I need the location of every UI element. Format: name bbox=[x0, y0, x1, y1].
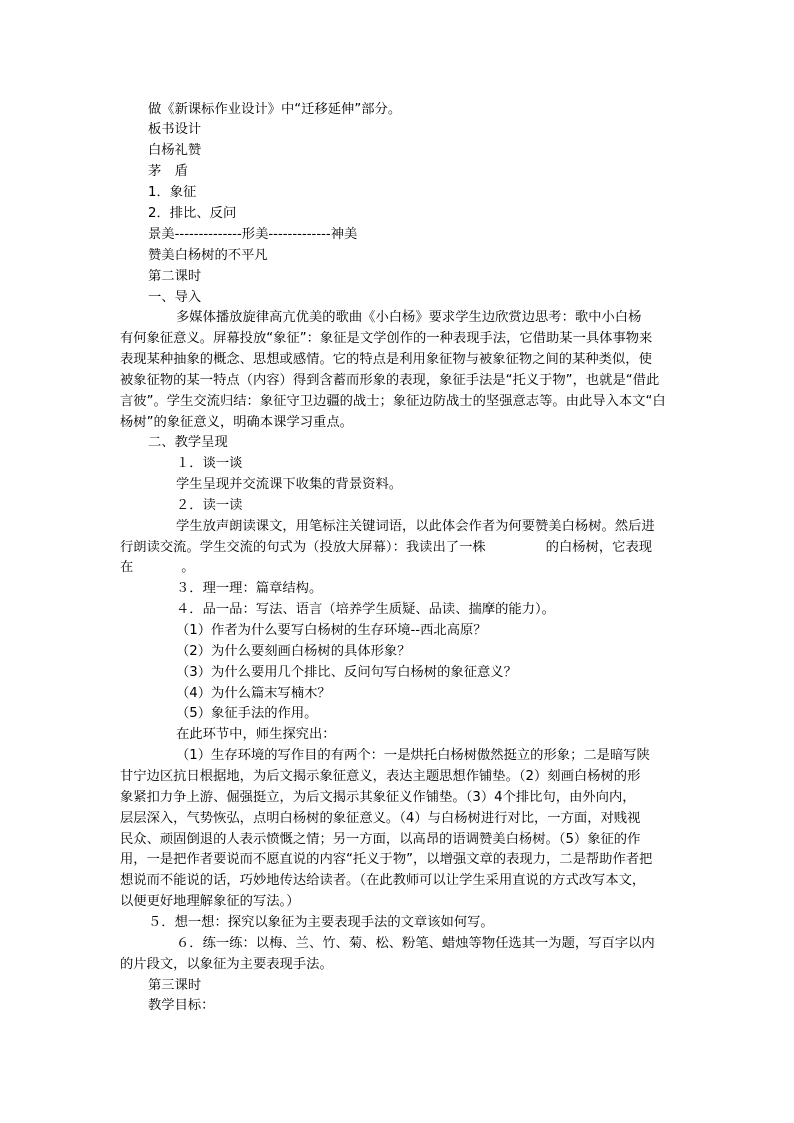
subheading: ４．品一品：写法、语言（培养学生质疑、品读、揣摩的能力）。 bbox=[176, 602, 555, 617]
section-heading: 第二课时 bbox=[148, 269, 202, 284]
paragraph-line: 言彼”。学生交流归结：象征守卫边疆的战士；象征边防战士的坚强意志等。由此导入本文“白 bbox=[120, 394, 666, 409]
subheading: ５．想一想：探究以象征为主要表现手法的文章该如何写。 bbox=[148, 915, 494, 930]
author: 茅 盾 bbox=[148, 164, 188, 179]
paragraph-line: 想说而不能说的话，巧妙地传达给读者。（在此教师可以让学生采用直说的方式改写本文， bbox=[120, 873, 646, 888]
paragraph-line bbox=[0, 537, 794, 558]
board-item: 2．排比、反问 bbox=[148, 206, 237, 221]
board-item: 赞美白杨树的不平凡 bbox=[148, 248, 268, 263]
paragraph-line bbox=[0, 557, 794, 578]
paragraph-line: 的片段文，以象征为主要表现手法。 bbox=[120, 957, 333, 972]
subheading: １．谈一谈 bbox=[176, 456, 243, 471]
question-item: （3）为什么要用几个排比、反问句写白杨树的象征意义？ bbox=[176, 665, 517, 680]
paragraph-line: 多媒体播放旋律高亢优美的歌曲《小白杨》要求学生边欣赏边思考：歌中小白杨 bbox=[176, 310, 642, 325]
paragraph-line: 表现某种抽象的概念、思想或感情。它的特点是利用象征物与被象征物之间的某种类似，使 bbox=[120, 352, 652, 367]
sentence-part: 的白杨树，它表现 bbox=[545, 540, 653, 555]
question-item: （4）为什么篇末写楠木？ bbox=[176, 686, 331, 701]
section-heading: 板书设计 bbox=[148, 122, 202, 137]
paragraph-line: （1）生存环境的写作目的有两个：一是烘托白杨树傲然挺立的形象；二是暗写陕 bbox=[176, 748, 650, 763]
question-item: （2）为什么要刻画白杨树的具体形象？ bbox=[176, 644, 411, 659]
paragraph-line: 甘宁边区抗日根据地，为后文揭示象征意义，表达主题思想作铺垫。（2）刻画白杨树的形 bbox=[120, 769, 641, 784]
text-line: 学生呈现并交流课下收集的背景资料。 bbox=[176, 477, 403, 492]
paragraph-line: ６．练一练：以梅、兰、竹、菊、松、粉笔、蜡烛等物任选其一为题，写百字以内 bbox=[176, 936, 655, 951]
subheading: ２．读一读 bbox=[176, 498, 243, 513]
paragraph-line: 用，一是把作者要说而不愿直说的内容“托义于物”，以增强文章的表现力，二是帮助作者把 bbox=[120, 852, 653, 867]
paragraph-line: 象紧扣力争上游、倔强挺立，为后文揭示其象征义作铺垫。（3）4个排比句，由外向内， bbox=[120, 790, 636, 805]
board-item: 景美--------------形美-------------神美 bbox=[148, 227, 358, 242]
section-heading: 教学目标： bbox=[148, 998, 215, 1013]
paragraph-line: 杨树”的象征意义，明确本课学习重点。 bbox=[120, 415, 353, 430]
question-item: （5）象征手法的作用。 bbox=[176, 706, 318, 721]
paragraph-line: 有何象征意义。屏幕投放“象征”：象征是文学创作的一种表现手法，它借助某一具体事物来 bbox=[120, 331, 653, 346]
sentence-part: 行朗读交流。学生交流的句式为（投放大屏幕）：我读出了一株 bbox=[120, 540, 486, 555]
paragraph-line: 以便更好地理解象征的写法。） bbox=[120, 894, 300, 909]
board-title: 白杨礼赞 bbox=[148, 143, 202, 158]
section-heading: 二、教学呈现 bbox=[148, 435, 228, 450]
text-line: 做《新课标作业设计》中“迁移延伸”部分。 bbox=[148, 102, 402, 117]
question-item: （1）作者为什么要写白杨树的生存环境--西北高原？ bbox=[176, 623, 487, 638]
paragraph-line: 民众、顽固倒退的人表示愤慨之情；另一方面，以高昂的语调赞美白杨树。（5）象征的作 bbox=[120, 832, 641, 847]
sentence-part: 。 bbox=[181, 560, 195, 575]
paragraph-line: 学生放声朗读课文，用笔标注关键词语，以此体会作者为何要赞美白杨树。然后进 bbox=[176, 519, 655, 534]
section-heading: 一、导入 bbox=[148, 290, 202, 305]
board-item: 1．象征 bbox=[148, 185, 197, 200]
text-line: 在此环节中，师生探究出： bbox=[176, 727, 336, 742]
paragraph-line: 被象征物的某一特点（内容）得到含蓄而形象的表现，象征手法是“托义于物”，也就是“借此 bbox=[120, 373, 660, 388]
sentence-part: 在 bbox=[120, 560, 134, 575]
subheading: ３．理一理：篇章结构。 bbox=[176, 581, 323, 596]
section-heading: 第三课时 bbox=[148, 978, 202, 993]
paragraph-line: 层层深入，气势恢弘，点明白杨树的象征意义。（4）与白杨树进行对比，一方面，对贱视 bbox=[120, 811, 641, 826]
